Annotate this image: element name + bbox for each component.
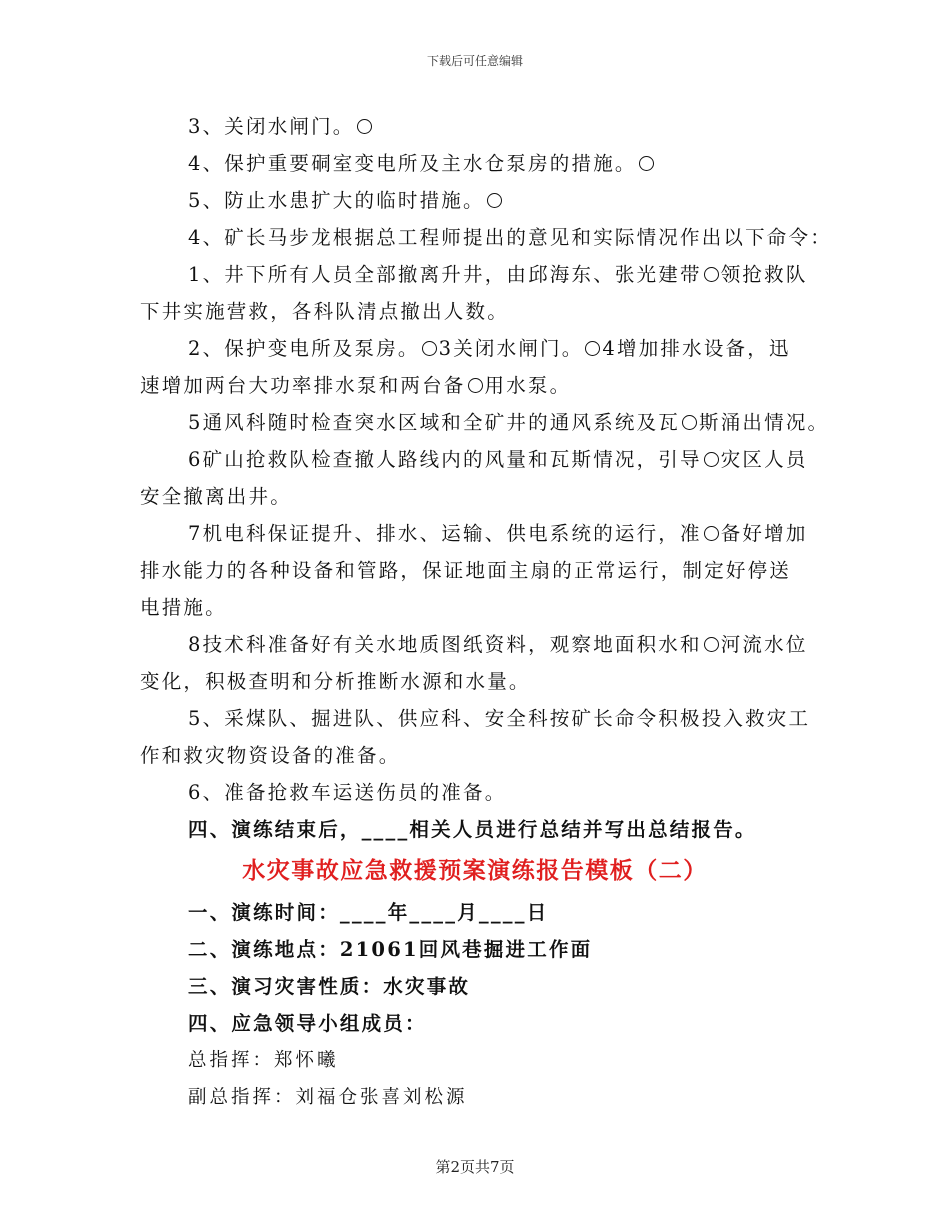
text-line: 5通风科随时检查突水区域和全矿井的通风系统及瓦 斯涌出情况。 [188,411,830,434]
circle-mark-icon [585,341,600,356]
circle-mark-icon [704,526,719,541]
text-line: 5、采煤队、掘进队、供应科、安全科按矿长命令积极投入救灾工 [188,707,811,730]
text-line: 1、井下所有人员全部撤离升井，由邱海东、张光建带 领抢救队 [188,263,808,286]
text-line: 四、演练结束后，____相关人员进行总结并写出总结报告。 [188,818,757,841]
text-line: 2、保护变电所及泵房。 3关闭水闸门。 4增加排水设备，迅 [188,337,791,360]
body-paragraphs [140,108,832,848]
circle-mark-icon [422,341,437,356]
text-line: 4、保护重要硐室变电所及主水仓泵房的措施。 [140,145,820,182]
text-line: 排水能力的各种设备和管路，保证地面主扇的正常运行，制定好停送 [140,559,792,582]
circle-mark-icon [682,415,697,430]
section-line: 四、应急领导小组成员： [188,1012,427,1035]
circle-mark-icon [704,637,719,652]
section-title: 水灾事故应急救援预案演练报告模板（二） [242,857,708,884]
text-line: 3、关闭水闸门。 [140,108,820,145]
text-line: 6、准备抢救车运送伤员的准备。 [188,781,507,804]
text-line: 安全撤离出井。 [140,485,292,508]
section-line: 总指挥：郑怀曦 [188,1050,339,1071]
circle-mark-icon [357,119,372,134]
circle-mark-icon [704,267,719,282]
text-line: 6矿山抢救队检查撤人路线内的风量和瓦斯情况，引导 灾区人员 [188,448,808,471]
text-line: 7机电科保证提升、排水、运输、供电系统的运行，准 备好增加 [188,522,808,545]
circle-mark-icon [704,452,719,467]
page-footer: 第2页共7页 [435,1158,515,1176]
circle-mark-icon [639,156,654,171]
text-line: 变化，积极查明和分析推断水源和水量。 [140,670,531,693]
text-line: 4、矿长马步龙根据总工程师提出的意见和实际情况作出以下命令： [188,226,832,249]
section-line: 副总指挥：刘福仓张喜刘松源 [188,1087,468,1108]
circle-mark-icon [468,378,483,393]
section-line: 二、演练地点：21061回风巷掘进工作面 [188,938,593,961]
page-header: 下载后可任意编辑 [426,54,523,68]
text-line: 作和救灾物资设备的准备。 [140,744,401,767]
text-line: 8技术科准备好有关水地质图纸资料，观察地面积水和 河流水位 [188,633,808,656]
text-line: 速增加两台大功率排水泵和两台备 用水泵。 [140,374,572,397]
document-body [140,108,832,1116]
text-line: 5、防止水患扩大的临时措施。 [140,182,820,219]
section-paragraphs [140,894,820,1116]
text-line: 下井实施营救，各科队清点撤出人数。 [140,300,509,323]
text-line: 电措施。 [140,596,227,619]
section-line: 一、演练时间：____年____月____日 [188,901,549,924]
section-line: 三、演习灾害性质：水灾事故 [188,975,471,998]
circle-mark-icon [487,193,502,208]
